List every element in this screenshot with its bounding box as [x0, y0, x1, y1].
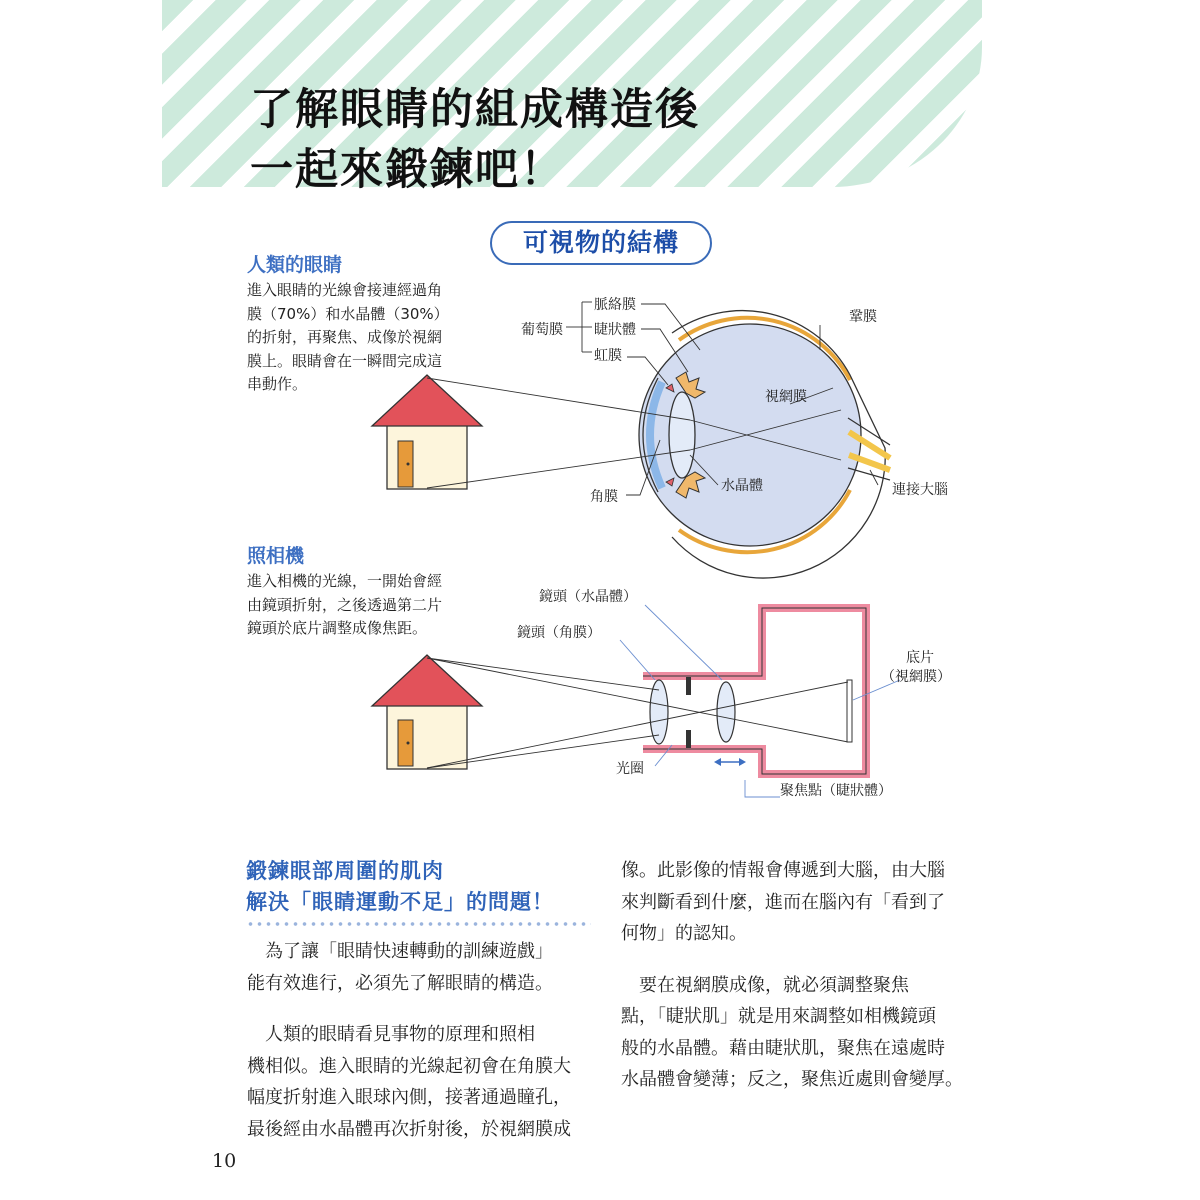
article-right-column: 像。此影像的情報會傳遞到大腦，由大腦 來判斷看到什麼，進而在腦內有「看到了 何物」的認知。 要在視網膜成像，就必須調整聚焦 點，「睫狀肌」就是用來調整如相機鏡頭 般的水晶體。藉由睫狀肌，聚焦在遠處時 水晶體會變薄；反之，聚焦近處則會變厚。 — [621, 860, 963, 1090]
dotted-divider — [246, 922, 591, 926]
eye-diagram — [639, 311, 890, 578]
label-retina: 視網膜 — [765, 389, 807, 405]
label-sclera: 鞏膜 — [849, 309, 877, 325]
label-choroid: 脈絡膜 — [594, 297, 636, 313]
label-lens: 水晶體 — [721, 478, 763, 494]
title-line-2: 一起來鍛鍊吧！ — [250, 145, 565, 195]
camera-heading: 照相機 — [247, 545, 305, 567]
label-focus-point: 聚焦點（睫狀體） — [780, 783, 892, 799]
house-illustration-camera — [372, 655, 482, 769]
label-cornea: 角膜 — [590, 489, 618, 505]
label-lens-cornea: 鏡頭（角膜） — [517, 625, 601, 641]
label-aperture: 光圈 — [616, 761, 644, 777]
page-number: 10 — [212, 1150, 237, 1172]
label-to-brain: 連接大腦 — [892, 482, 948, 498]
label-uvea: 葡萄膜 — [521, 322, 563, 338]
section-title-pill: 可視物的結構 — [490, 221, 712, 265]
article-heading: 鍛鍊眼部周圍的肌肉 解決「眼睛運動不足」的問題！ — [246, 859, 554, 914]
eye-heading: 人類的眼睛 — [247, 254, 343, 276]
camera-light-rays — [427, 658, 848, 768]
label-film: 底片 — [906, 650, 934, 666]
focus-arrow-icon — [714, 758, 746, 766]
camera-description: 進入相機的光線，一開始會經 由鏡頭折射，之後透過第二片 鏡頭於底片調整成像焦距。 — [247, 572, 443, 637]
label-lens-lens: 鏡頭（水晶體） — [539, 589, 637, 605]
label-film-retina: （視網膜） — [881, 669, 951, 685]
article-left-column: 為了讓「眼睛快速轉動的訓練遊戲」 能有效進行，必須先了解眼睛的構造。 人類的眼睛看見事物的原理和照相 機相似。進入眼睛的光線起初會在角膜大 幅度折射進入眼球內側，接著通過瞳孔， 最後經由水晶體再次折射後，於視網膜成 — [247, 941, 571, 1140]
label-iris: 虹膜 — [594, 348, 622, 364]
label-ciliary-body: 睫狀體 — [594, 322, 636, 338]
camera-diagram — [643, 608, 866, 774]
title-line-1: 了解眼睛的組成構造後 — [250, 85, 700, 135]
eye-description: 進入眼睛的光線會接連經過角 膜（70%）和水晶體（30%） 的折射，再聚焦、成像於視網 膜上。眼睛會在一瞬間完成這 串動作。 — [247, 281, 449, 393]
